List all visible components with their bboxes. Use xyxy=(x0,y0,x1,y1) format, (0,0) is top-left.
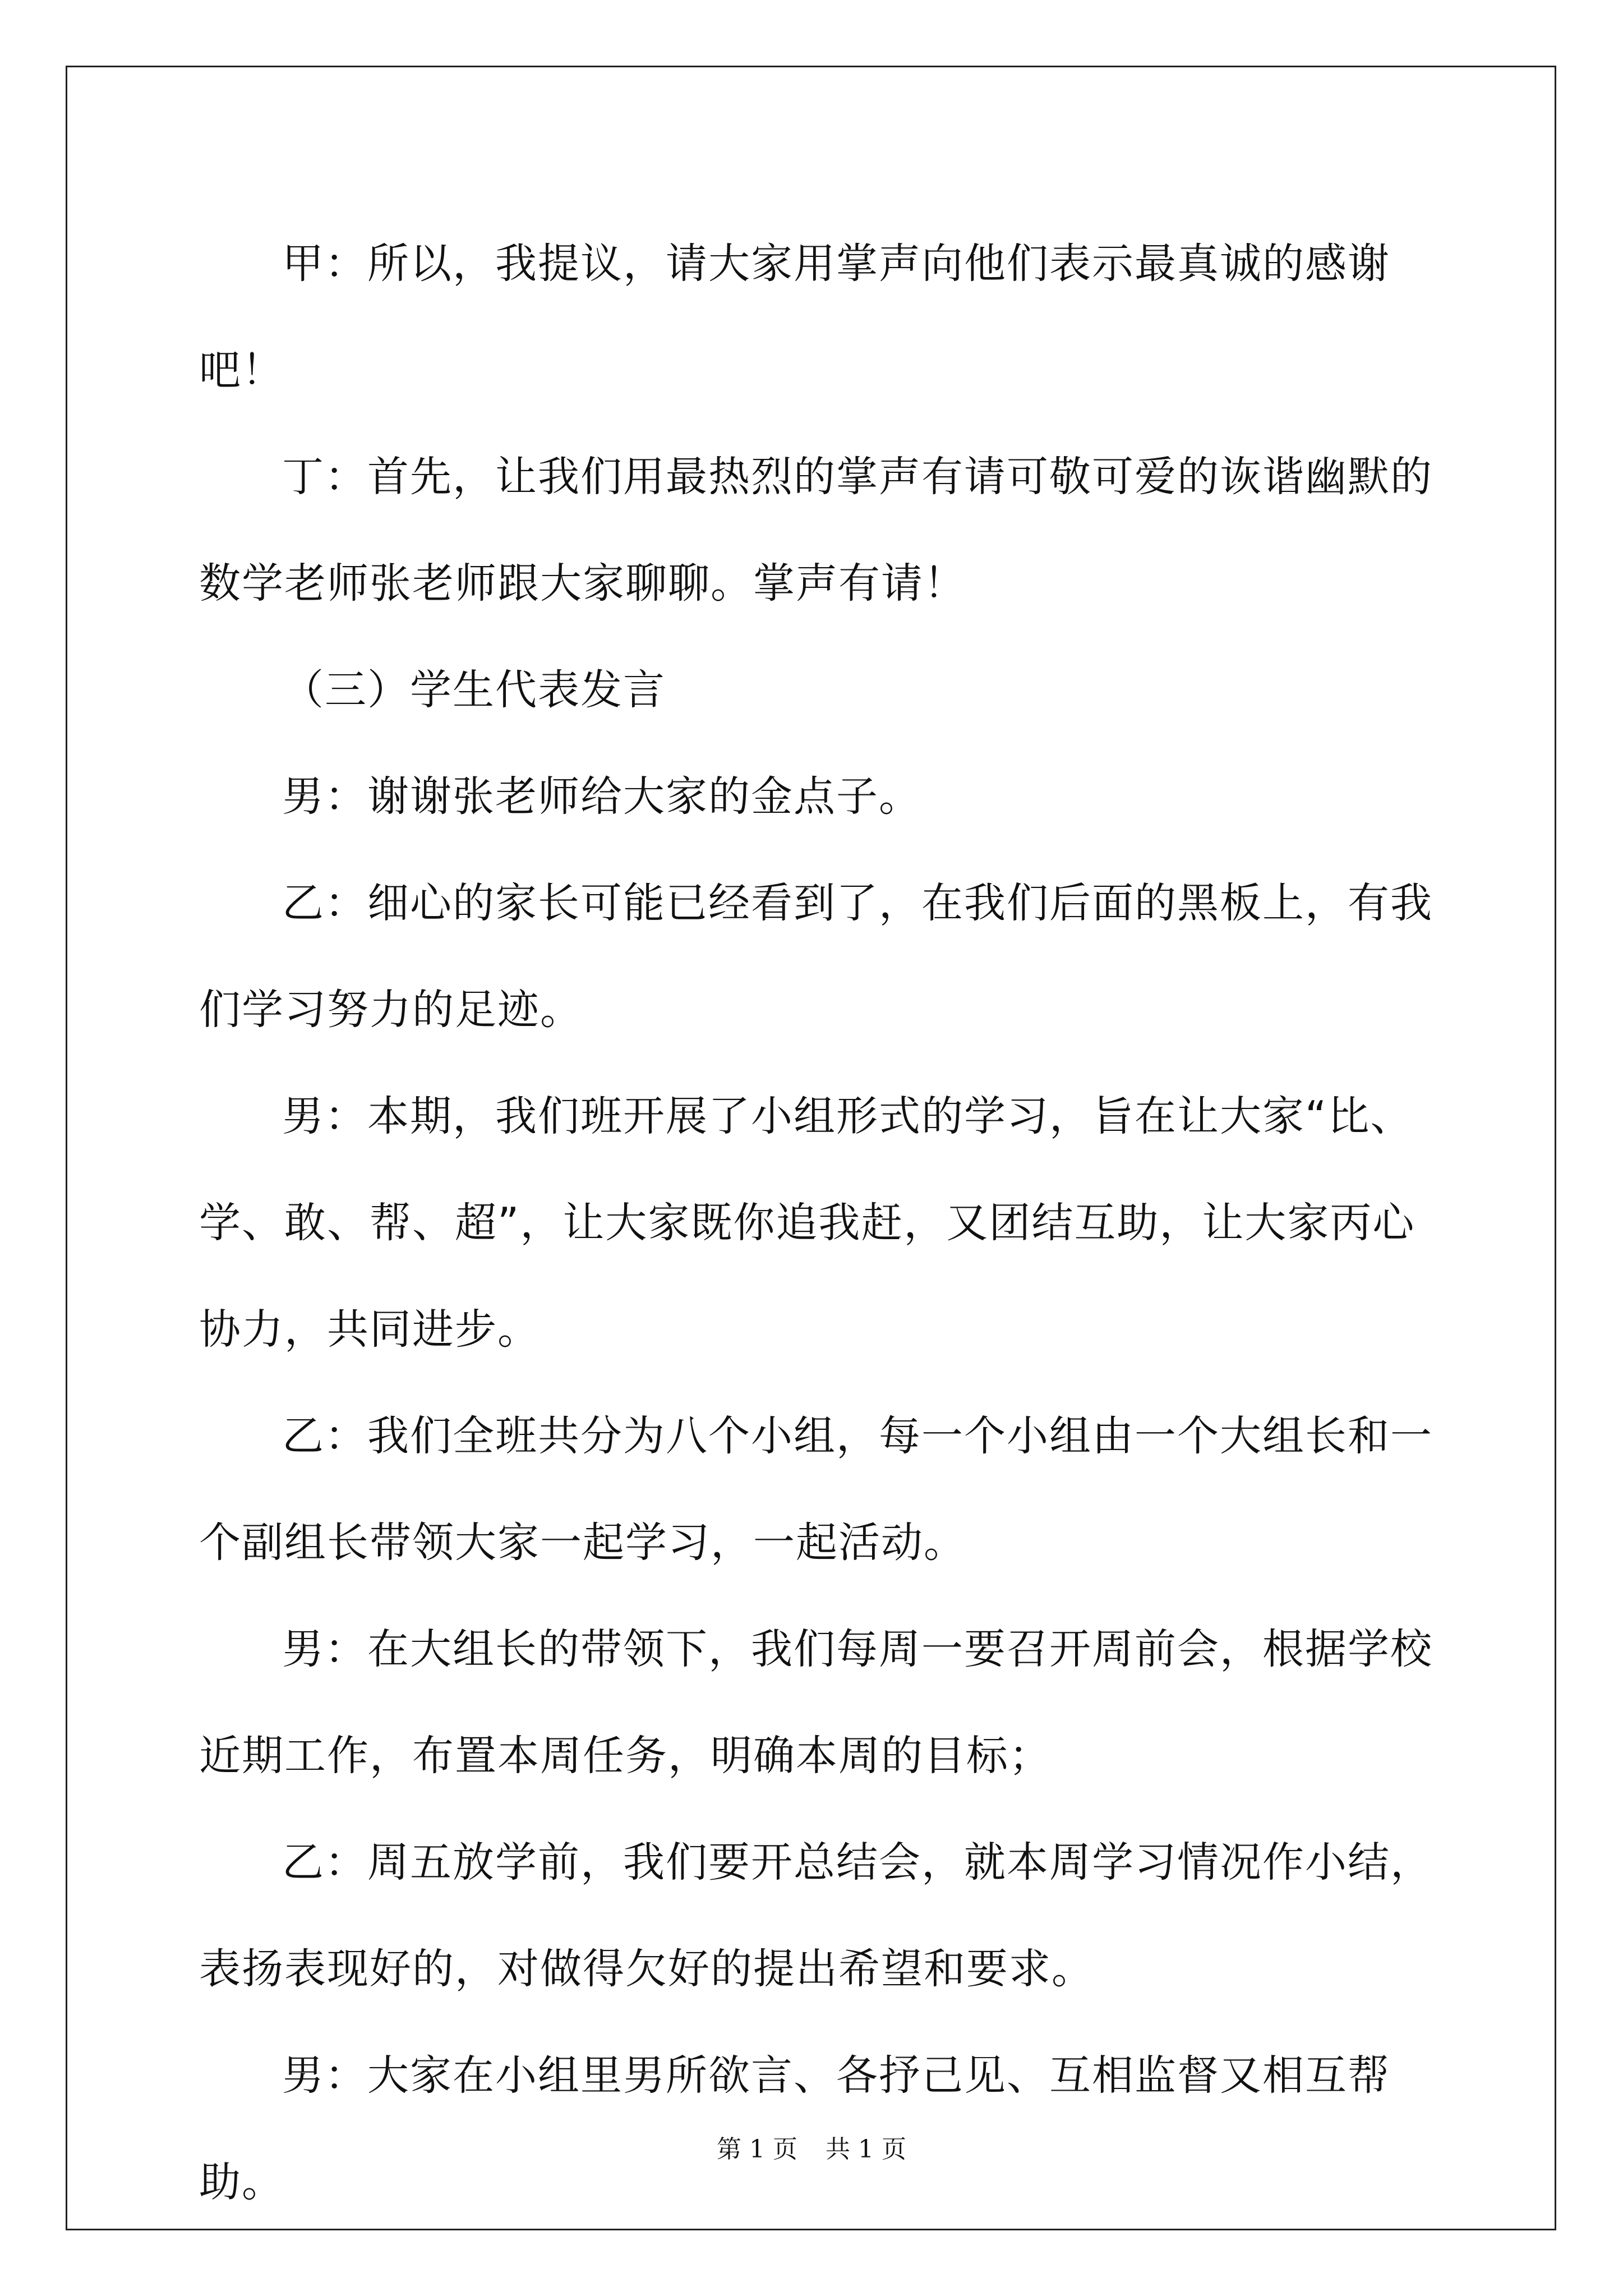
document-body xyxy=(199,210,1433,2235)
paragraph: 乙：细心的家长可能已经看到了，在我们后面的黑板上，有我们学习努力的足迹。 xyxy=(199,879,1433,1034)
section-heading: （三）学生代表发言 xyxy=(282,666,666,714)
page-total: 共 1 页 xyxy=(826,2135,906,2164)
paragraph: 丁：首先，让我们用最热烈的掌声有请可敬可爱的诙谐幽默的数学老师张老师跟大家聊聊。掌声有请！ xyxy=(199,453,1433,608)
paragraph: 甲：所以，我提议，请大家用掌声向他们表示最真诚的感谢吧！ xyxy=(199,240,1390,394)
paragraph: 乙：周五放学前，我们要开总结会，就本周学习情况作小结，表扬表现好的，对做得欠好的提出希望和要求。 xyxy=(199,1838,1433,1993)
paragraph: 男：在大组长的带领下，我们每周一要召开周前会，根据学校近期工作，布置本周任务，明确本周的目标； xyxy=(199,1625,1433,1780)
paragraph: 乙：我们全班共分为八个小组，每一个小组由一个大组长和一个副组长带领大家一起学习，一起活动。 xyxy=(199,1412,1433,1567)
page-footer xyxy=(0,2133,1623,2166)
paragraph: 男：大家在小组里男所欲言、各抒己见、互相监督又相互帮助。 xyxy=(199,2051,1390,2206)
paragraph: 男：谢谢张老师给大家的金点子。 xyxy=(282,772,921,821)
page-number: 第 1 页 xyxy=(717,2135,797,2164)
paragraph: 男：本期，我们班开展了小组形式的学习，旨在让大家“比、学、敢、帮、超”，让大家既你追我赶，又团结互助，让大家丙心协力，共同进步。 xyxy=(199,1092,1415,1354)
